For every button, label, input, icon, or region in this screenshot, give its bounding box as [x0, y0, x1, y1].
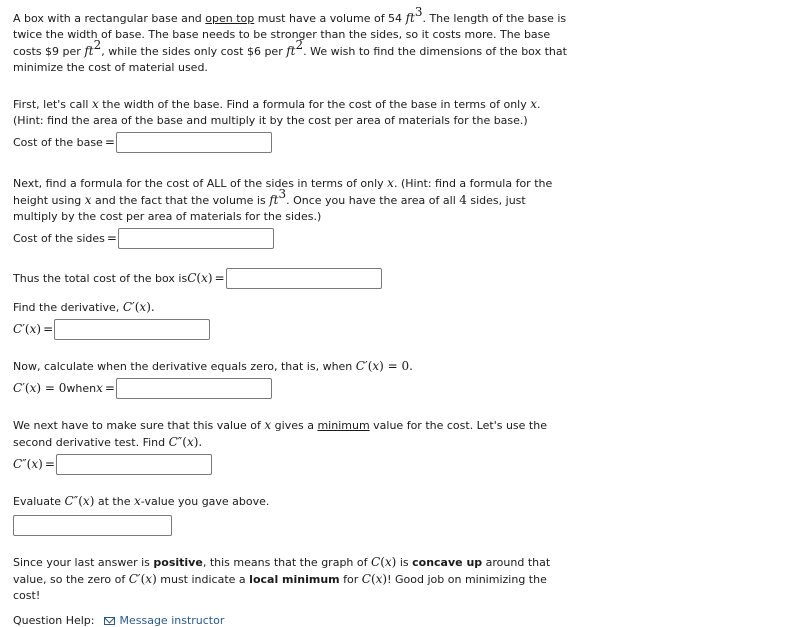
intro-paragraph: A box with a rectangular base and open top must have a volume of 54 $ft^3$. The length of the base is twice the width of base. The base needs to be stronger than the sides, so it costs more. The base costs $9 per $ft^2$, while the sides only cost $6 per $ft^2$. We wish to find the dimensions of the box that minimize the cost of material used.	[13, 5, 567, 74]
intro-text: must have a volume of 54	[254, 12, 406, 25]
q1-text: First, let's call x the width of the base. Find a formula for the cost of the base in terms of only x. (Hint: find the area of the base and multiply it by the cost per area of materials for the base.)	[13, 97, 541, 127]
total-cost-label: Thus the total cost of the box is	[13, 271, 188, 285]
second-derivative-input[interactable]	[56, 454, 212, 475]
problem-page	[13, 5, 578, 627]
unit-ft: ft	[405, 11, 415, 25]
q5-text: Now, calculate when the derivative equals zero, that is, when C′(x) = 0.	[13, 359, 413, 373]
q2-row: Cost of the sides =	[13, 225, 578, 251]
conclusion-paragraph: Since your last answer is positive, this means that the graph of C(x) is concave up around that value, so the zero of C′(x) must indicate a local minimum for C(x)! Good job on minimizing the cost!	[13, 555, 551, 602]
cost-base-label: Cost of the base	[13, 135, 103, 149]
intro-text: . The length of the base is twice the width of base. The base needs to be stronger than the sides, so it costs more. The base costs $9 per	[13, 12, 567, 58]
unit-ft: ft	[269, 193, 279, 207]
derivative-input[interactable]	[54, 319, 210, 340]
total-cost-input[interactable]	[226, 268, 382, 289]
open-top-text: open top	[205, 12, 255, 25]
intro-text: A box with a rectangular base and	[13, 12, 206, 25]
var-x: x	[91, 97, 99, 111]
cost-sides-label: Cost of the sides	[13, 231, 105, 245]
intro-text: , while the sides only cost $6 per	[101, 45, 287, 58]
mail-icon[interactable]	[104, 617, 115, 625]
cost-sides-input[interactable]	[118, 228, 274, 249]
q1-row: Cost of the base =	[13, 129, 578, 155]
q5-row: C ′( x ) = 0 when x =	[13, 375, 578, 401]
message-instructor-link[interactable]: Message instructor	[119, 614, 225, 627]
q3-row: Thus the total cost of the box is C ( x ) =	[13, 265, 578, 291]
var-x: x	[387, 176, 394, 190]
q4-text: Find the derivative, C′(x).	[13, 300, 155, 314]
question-help-label: Question Help:	[13, 614, 95, 627]
critical-x-input[interactable]	[116, 378, 272, 399]
minimum-text: minimum	[317, 419, 370, 432]
unit-ft: ft	[84, 44, 94, 58]
q4-row: C ′( x ) =	[13, 316, 578, 342]
q2-text: Next, find a formula for the cost of ALL of the sides in terms of only x. (Hint: find a formula for the height using x and the fact that the volume is $ft^3$. Once you have the area of all 4 sides, just multiply by the cost per area of materials for the sides.)	[13, 176, 553, 223]
q6-row: C ″( x ) =	[13, 451, 578, 477]
var-x: x	[530, 97, 538, 111]
evaluate-input[interactable]	[13, 515, 172, 536]
var-x: x	[84, 193, 92, 207]
cost-base-input[interactable]	[116, 132, 272, 153]
intro-text: . We wish to find the dimensions of the box that minimize the cost of material used.	[13, 45, 567, 74]
unit-ft: ft	[286, 44, 296, 58]
q7-row	[13, 512, 578, 538]
question-help	[13, 614, 578, 627]
q7-text: Evaluate C″(x) at the x-value you gave above.	[13, 494, 270, 508]
q6-text: We next have to make sure that this value of x gives a minimum value for the cost. Let's use the second derivative test. Find C″(x).	[13, 418, 547, 449]
